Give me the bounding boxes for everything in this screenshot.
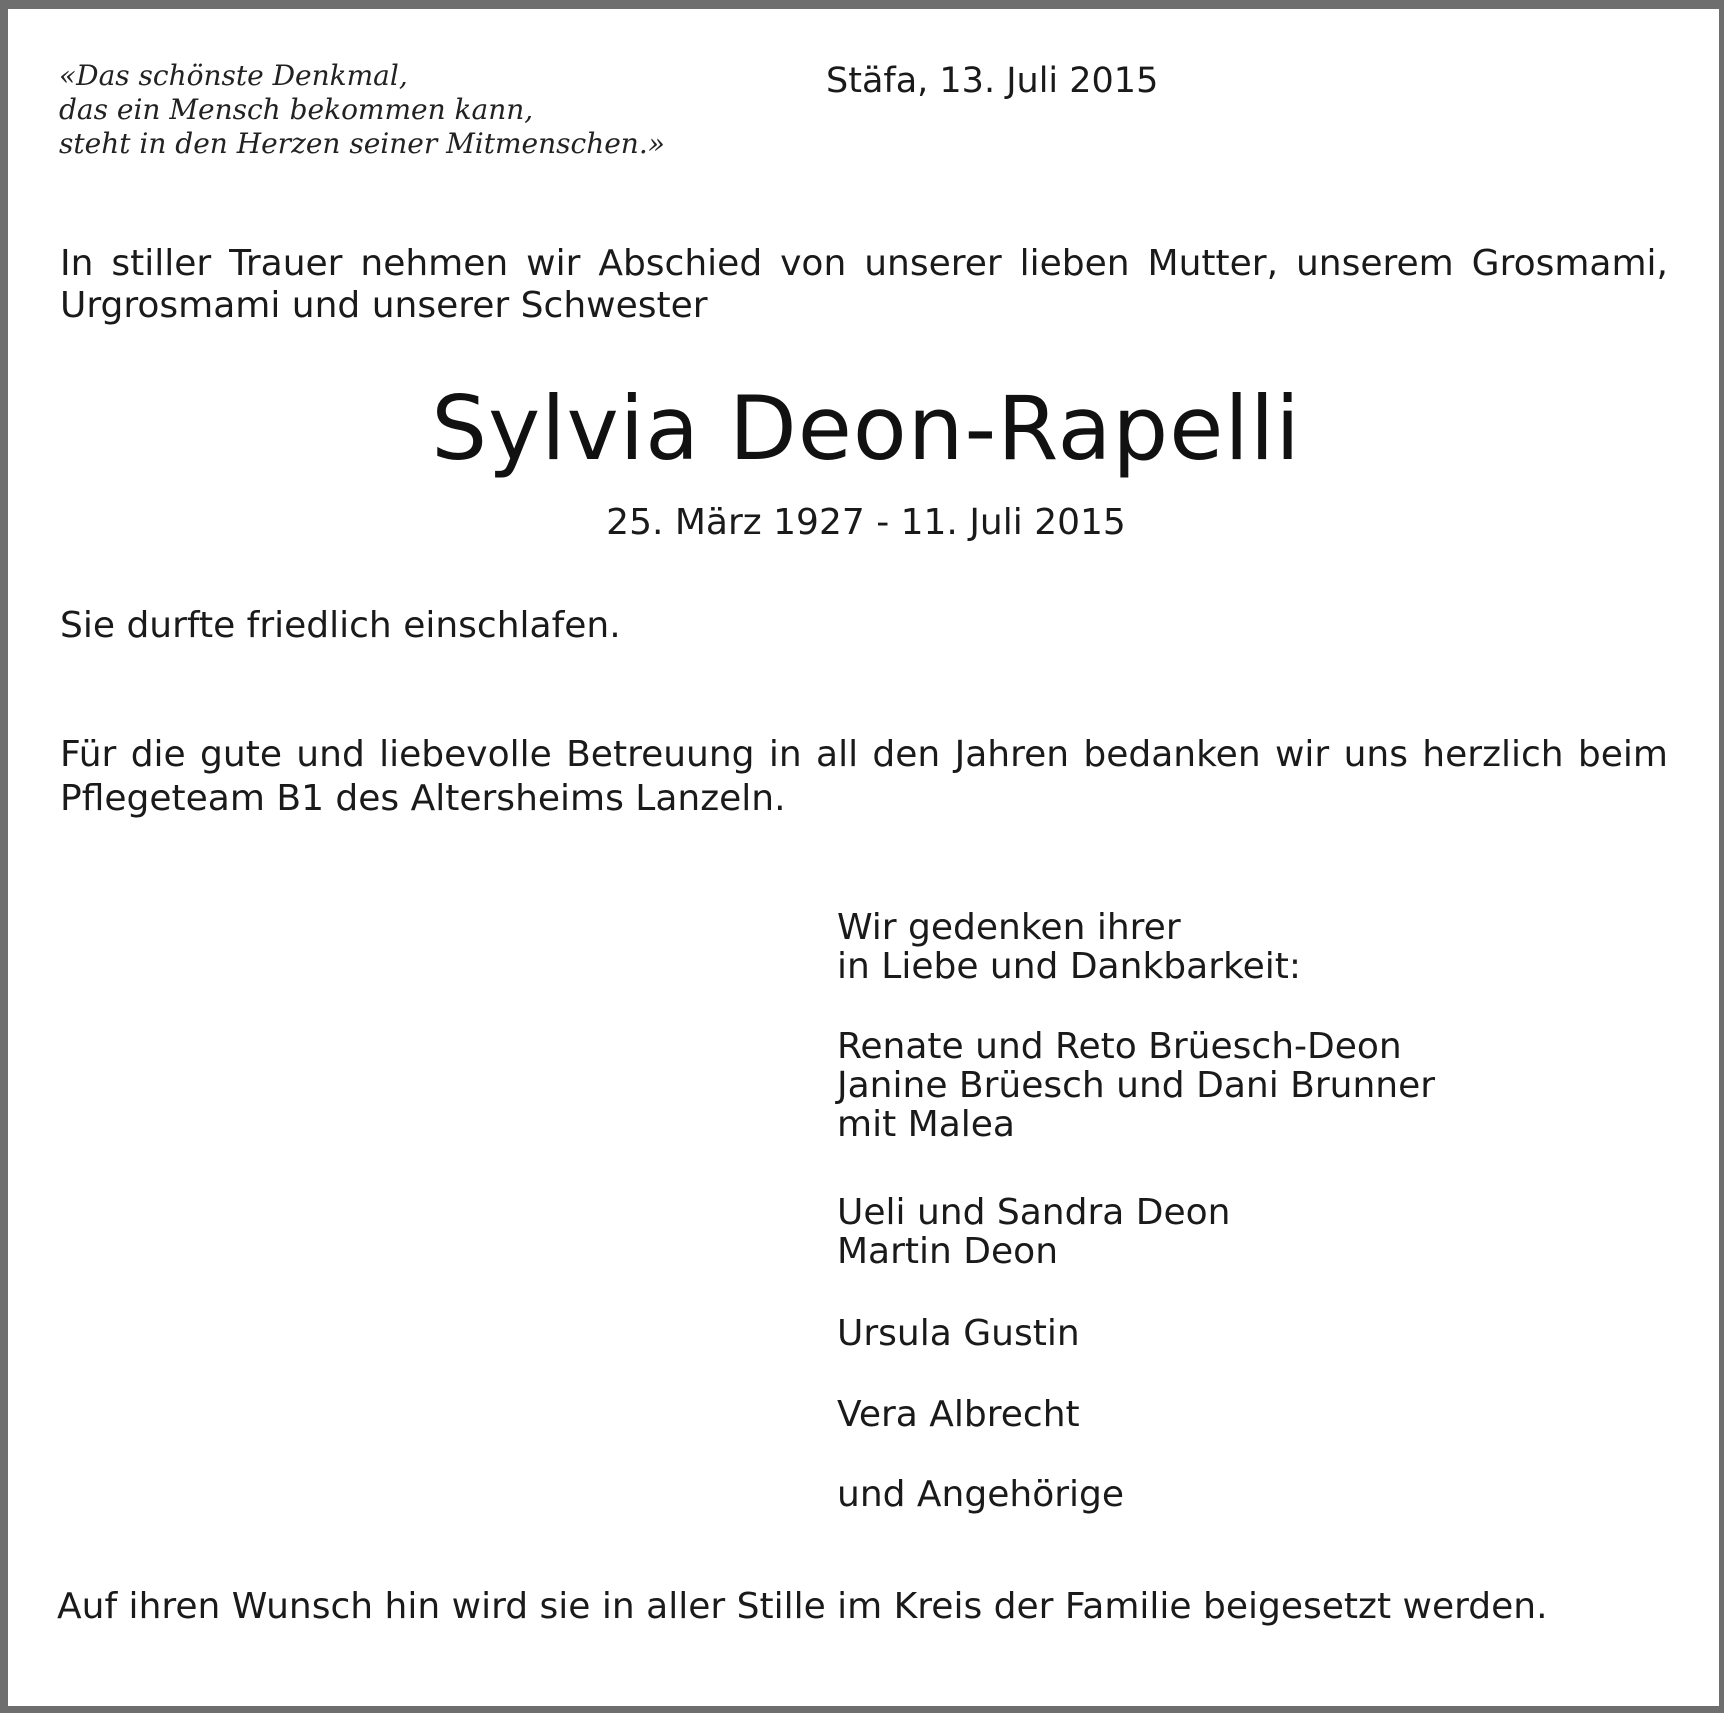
mourner-name: mit Malea [837,1104,1015,1145]
peaceful-statement: Sie durfte friedlich einschlafen. [60,605,621,646]
intro-paragraph: In stiller Trauer nehmen wir Abschied von unserer lieben Mutter, unserem Grosmami, Urgrosmami und unserer Schwester [60,243,1668,326]
mourner-name: und Angehörige [837,1474,1125,1515]
mourner-name: Renate und Reto Brüesch-Deon [837,1026,1402,1067]
remembrance-line: in Liebe und Dankbarkeit: [837,946,1301,987]
mourner-group [837,1027,1435,1144]
closing-statement: Auf ihren Wunsch hin wird sie in aller Stille im Kreis der Familie beigesetzt werden. [57,1586,1548,1627]
mourner-name: Ursula Gustin [837,1313,1080,1354]
motto-line: «Das schönste Denkmal, [59,59,408,92]
motto-line: das ein Mensch bekommen kann, [59,93,534,126]
motto-line: steht in den Herzen seiner Mitmenschen.» [59,127,665,160]
mourner-name: Ueli und Sandra Deon [837,1192,1231,1233]
life-dates: 25. März 1927 - 11. Juli 2015 [606,502,1126,543]
mourner-name: Martin Deon [837,1231,1059,1272]
thanks-paragraph: Für die gute und liebevolle Betreuung in all den Jahren bedanken wir uns herzlich beim Pflegeteam B1 des Altersheims Lanzeln. [60,734,1668,819]
deceased-name: Sylvia Deon-Rapelli [431,377,1301,480]
place-and-date: Stäfa, 13. Juli 2015 [826,61,1159,101]
motto-quote [59,59,665,161]
mourner-group [837,1193,1230,1271]
mourner-name: Janine Brüesch und Dani Brunner [837,1065,1436,1106]
remembrance-line: Wir gedenken ihrer [837,907,1181,948]
remembrance-block [837,908,1301,986]
mourner-name: Vera Albrecht [837,1394,1080,1435]
